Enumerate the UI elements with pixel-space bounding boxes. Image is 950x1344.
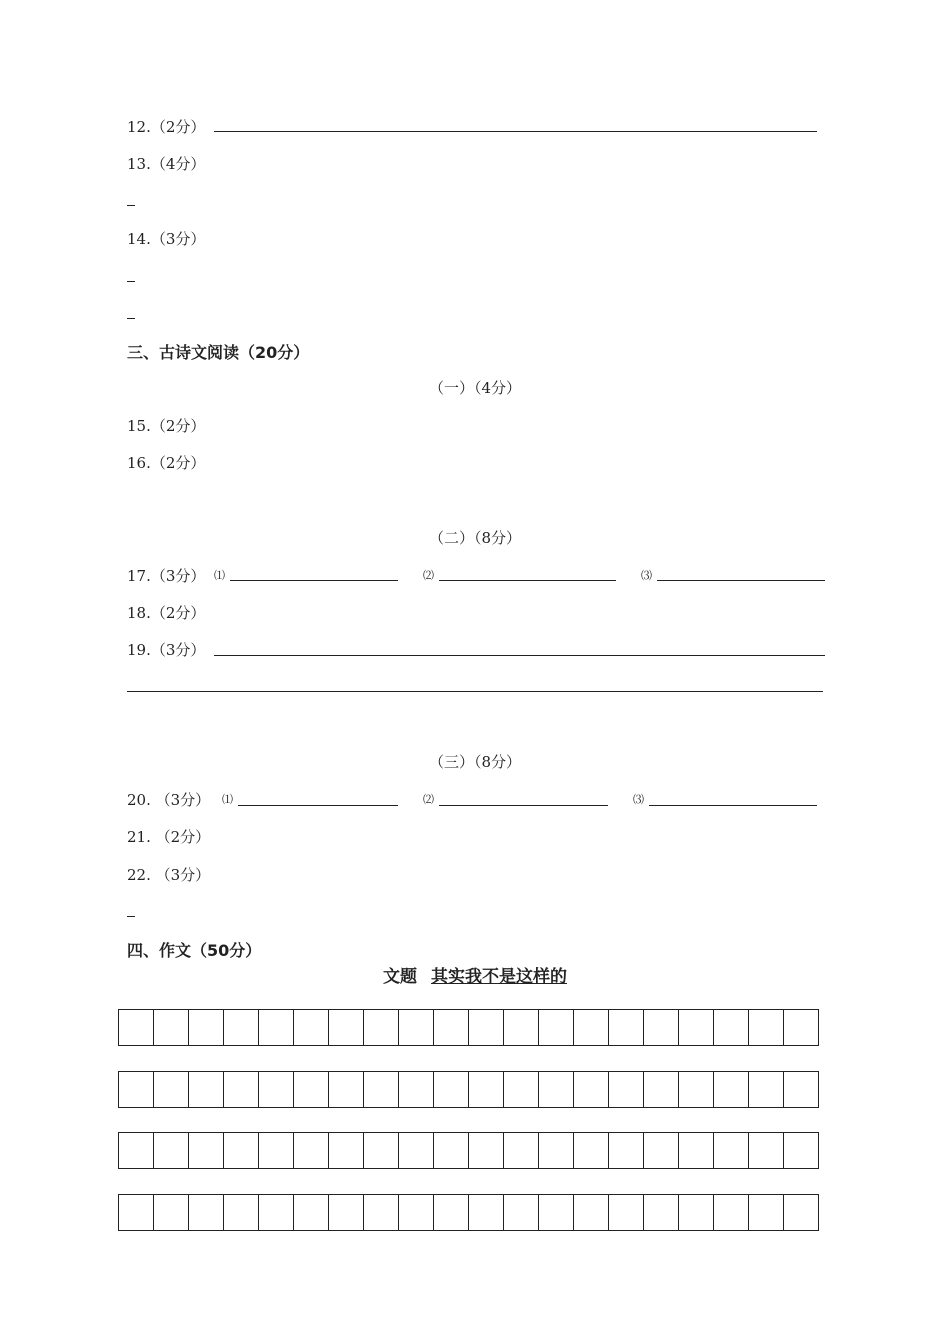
essay-grid-cell[interactable] (119, 1072, 154, 1107)
essay-grid-cell[interactable] (574, 1072, 609, 1107)
essay-grid-cell[interactable] (714, 1195, 749, 1230)
essay-grid-cell[interactable] (574, 1195, 609, 1230)
essay-grid-cell[interactable] (714, 1072, 749, 1107)
essay-grid-cell[interactable] (539, 1010, 574, 1045)
essay-topic: 其实我不是这样的 (431, 967, 567, 987)
essay-grid-cell[interactable] (749, 1010, 784, 1045)
q20-blank2-marker: ⑵ (423, 793, 434, 806)
essay-grid-cell[interactable] (504, 1010, 539, 1045)
essay-grid-cell[interactable] (434, 1072, 469, 1107)
essay-grid-cell[interactable] (399, 1195, 434, 1230)
q17-blank3-line[interactable] (657, 580, 825, 581)
essay-grid-cell[interactable] (399, 1072, 434, 1107)
essay-grid-cell[interactable] (399, 1010, 434, 1045)
q20-blank2-line[interactable] (439, 805, 608, 806)
essay-grid-cell[interactable] (469, 1195, 504, 1230)
q13-label: 13.（4分） (127, 155, 206, 173)
essay-grid-cell[interactable] (504, 1133, 539, 1168)
essay-grid-cell[interactable] (364, 1010, 399, 1045)
essay-grid-cell[interactable] (504, 1195, 539, 1230)
q19-answer-line-2[interactable] (127, 691, 823, 692)
essay-grid-cell[interactable] (644, 1195, 679, 1230)
q12-label: 12.（2分） (127, 118, 206, 136)
essay-grid-cell[interactable] (749, 1133, 784, 1168)
essay-grid-cell[interactable] (154, 1133, 189, 1168)
essay-grid-cell[interactable] (189, 1195, 224, 1230)
essay-grid-cell[interactable] (294, 1072, 329, 1107)
essay-grid-cell[interactable] (329, 1133, 364, 1168)
essay-grid-cell[interactable] (399, 1133, 434, 1168)
essay-grid-cell[interactable] (154, 1072, 189, 1107)
q20-blank3-marker: ⑶ (633, 793, 644, 806)
section4-heading: 四、作文（50分） (127, 941, 262, 960)
essay-grid-cell[interactable] (784, 1010, 819, 1045)
essay-grid-cell[interactable] (539, 1133, 574, 1168)
essay-grid-cell[interactable] (679, 1133, 714, 1168)
q22-label: 22. （3分） (127, 866, 211, 884)
essay-grid-cell[interactable] (154, 1010, 189, 1045)
essay-grid-cell[interactable] (294, 1195, 329, 1230)
essay-grid-cell[interactable] (749, 1195, 784, 1230)
essay-grid-cell[interactable] (469, 1010, 504, 1045)
essay-grid-cell[interactable] (364, 1133, 399, 1168)
q19-answer-line-1[interactable] (214, 655, 825, 656)
essay-grid-cell[interactable] (609, 1195, 644, 1230)
essay-grid-cell[interactable] (294, 1133, 329, 1168)
essay-grid-cell[interactable] (224, 1072, 259, 1107)
essay-grid-cell[interactable] (329, 1072, 364, 1107)
essay-grid-cell[interactable] (224, 1195, 259, 1230)
q18-label: 18.（2分） (127, 604, 206, 622)
essay-grid-cell[interactable] (679, 1072, 714, 1107)
essay-grid-cell[interactable] (714, 1010, 749, 1045)
essay-grid-cell[interactable] (329, 1195, 364, 1230)
essay-grid-cell[interactable] (259, 1195, 294, 1230)
q15-label: 15.（2分） (127, 417, 206, 435)
q20-blank1-line[interactable] (238, 805, 398, 806)
essay-title-prefix: 文题 (383, 967, 417, 987)
essay-grid-cell[interactable] (784, 1072, 819, 1107)
essay-grid-cell[interactable] (259, 1010, 294, 1045)
essay-grid-cell[interactable] (539, 1072, 574, 1107)
essay-grid-cell[interactable] (434, 1133, 469, 1168)
essay-grid-cell[interactable] (679, 1010, 714, 1045)
essay-grid-cell[interactable] (714, 1133, 749, 1168)
q16-label: 16.（2分） (127, 454, 206, 472)
essay-grid-cell[interactable] (609, 1072, 644, 1107)
q17-blank1-marker: ⑴ (214, 569, 225, 582)
q17-blank2-line[interactable] (439, 580, 616, 581)
essay-grid-cell[interactable] (644, 1072, 679, 1107)
essay-grid-row-2[interactable] (118, 1071, 819, 1108)
part3-heading: （三）（8分） (428, 753, 522, 771)
essay-grid-cell[interactable] (609, 1010, 644, 1045)
q14-answer-mark-2 (127, 318, 135, 319)
essay-grid-cell[interactable] (364, 1072, 399, 1107)
essay-grid-cell[interactable] (574, 1133, 609, 1168)
essay-grid-cell[interactable] (189, 1133, 224, 1168)
q17-blank1-line[interactable] (230, 580, 398, 581)
q17-blank3-marker: ⑶ (641, 569, 652, 582)
essay-grid-cell[interactable] (504, 1072, 539, 1107)
essay-grid-cell[interactable] (119, 1010, 154, 1045)
essay-grid-cell[interactable] (679, 1195, 714, 1230)
q22-answer-mark (127, 916, 135, 917)
essay-grid-cell[interactable] (189, 1072, 224, 1107)
q20-blank3-line[interactable] (649, 805, 817, 806)
essay-grid-cell[interactable] (574, 1010, 609, 1045)
q20-label: 20. （3分） (127, 791, 211, 809)
essay-grid-cell[interactable] (784, 1133, 819, 1168)
essay-grid-cell[interactable] (434, 1195, 469, 1230)
essay-grid-cell[interactable] (329, 1010, 364, 1045)
essay-grid-cell[interactable] (539, 1195, 574, 1230)
essay-grid-cell[interactable] (189, 1010, 224, 1045)
essay-grid-cell[interactable] (154, 1195, 189, 1230)
essay-grid-cell[interactable] (644, 1133, 679, 1168)
essay-grid-cell[interactable] (469, 1133, 504, 1168)
q13-answer-mark (127, 205, 135, 206)
q17-blank2-marker: ⑵ (423, 569, 434, 582)
part2-heading: （二）（8分） (428, 529, 522, 547)
essay-grid-cell[interactable] (434, 1010, 469, 1045)
essay-grid-cell[interactable] (609, 1133, 644, 1168)
q21-label: 21. （2分） (127, 828, 211, 846)
essay-grid-cell[interactable] (469, 1072, 504, 1107)
essay-title (0, 962, 950, 987)
essay-grid-cell[interactable] (119, 1195, 154, 1230)
section3-heading: 三、古诗文阅读（20分） (127, 343, 310, 362)
essay-grid-row-1[interactable] (118, 1009, 819, 1046)
essay-grid-row-4[interactable] (118, 1194, 819, 1231)
essay-grid-cell[interactable] (644, 1010, 679, 1045)
essay-grid-cell[interactable] (294, 1010, 329, 1045)
q20-blank1-marker: ⑴ (222, 793, 233, 806)
essay-grid-cell[interactable] (224, 1010, 259, 1045)
essay-grid-cell[interactable] (749, 1072, 784, 1107)
essay-grid-cell[interactable] (119, 1133, 154, 1168)
q14-label: 14.（3分） (127, 230, 206, 248)
q17-label: 17.（3分） (127, 567, 206, 585)
q14-answer-mark-1 (127, 281, 135, 282)
part1-heading: （一）（4分） (428, 379, 522, 397)
essay-grid-cell[interactable] (259, 1133, 294, 1168)
essay-grid-cell[interactable] (224, 1133, 259, 1168)
q19-label: 19.（3分） (127, 641, 206, 659)
essay-grid-cell[interactable] (364, 1195, 399, 1230)
q12-answer-line[interactable] (214, 131, 817, 132)
essay-grid-cell[interactable] (784, 1195, 819, 1230)
essay-grid-row-3[interactable] (118, 1132, 819, 1169)
essay-grid-cell[interactable] (259, 1072, 294, 1107)
